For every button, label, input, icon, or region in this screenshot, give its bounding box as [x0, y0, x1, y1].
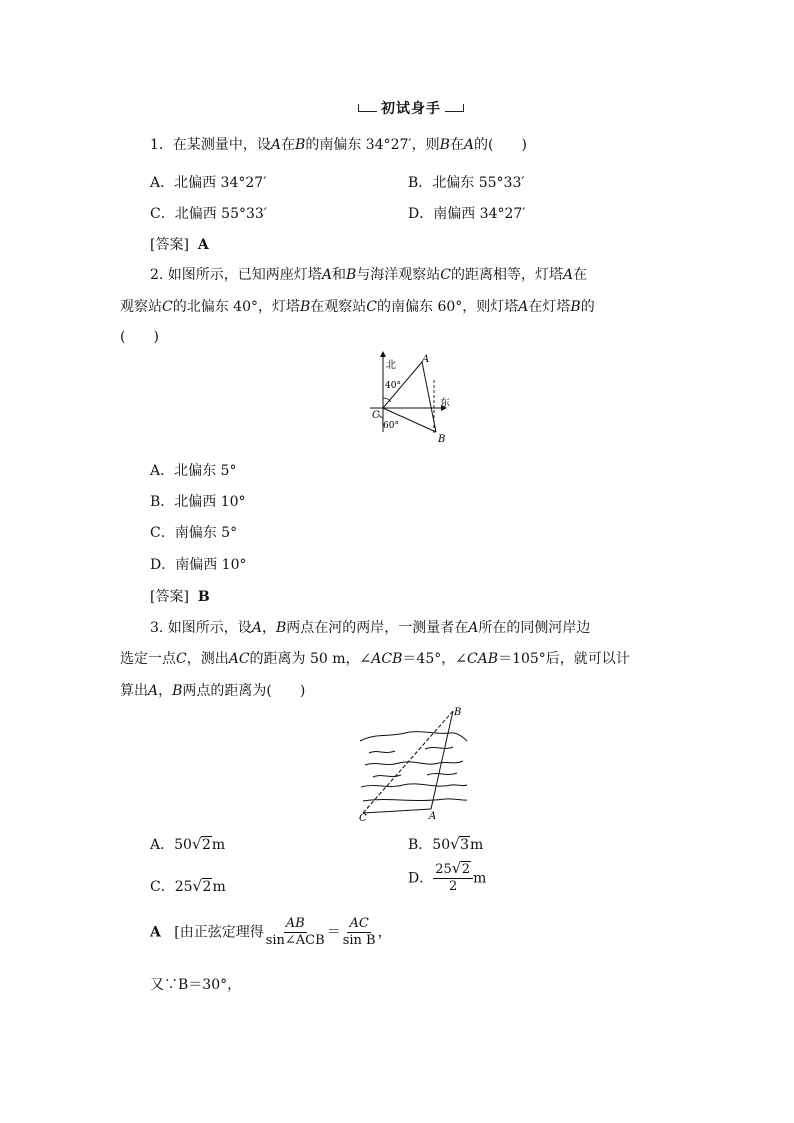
point-label-a: A [429, 811, 437, 822]
q3-option-d: D． $\frac{25√ 2}{2}$ m [408, 862, 486, 895]
q2-option-a: A．北偏东 5° [150, 463, 237, 479]
sine-law-fraction-right: $\frac{AC}{\text{sin B}}$ [342, 916, 376, 948]
heading-rule-left [358, 104, 377, 112]
q2-answer: [答案] B [150, 589, 210, 605]
q1-stem: 1．在某测量中，设A在B的南偏东 34°27′，则B在A的( ) [150, 137, 527, 153]
q2-option-b: B．北偏西 10° [150, 494, 246, 510]
point-label-c: C [359, 813, 367, 823]
segment-ab [431, 711, 453, 809]
section-heading-text: 初试身手 [381, 101, 441, 117]
q3-option-c: C．25√ 2m [150, 876, 226, 896]
heading-rule-right [445, 104, 464, 112]
q1-option-b: B．北偏东 55°33′ [408, 175, 525, 191]
q3-stem-line3: 算出A，B两点的距离为( ) [120, 683, 306, 699]
q1-answer: [答案] A [150, 237, 209, 253]
q3-solution-line1: A [由正弦定理得 $\frac{AB}{\text{sin∠ACB}}$ ＝ $\frac{AC}{\text{sin B}}$ ， [150, 916, 392, 948]
north-label: 北 [386, 360, 396, 371]
east-label: 东 [440, 398, 450, 409]
q2-figure [360, 350, 460, 445]
segment-ca [363, 809, 431, 813]
option-d-fraction: $\frac{25√ 2}{2}$ [433, 862, 473, 895]
section-heading [358, 98, 464, 118]
point-label-c: C [372, 410, 380, 421]
sine-law-fraction-left: $\frac{AB}{\text{sin∠ACB}}$ [265, 916, 325, 948]
q2-option-d: D．南偏西 10° [150, 557, 247, 573]
q3-stem-line2: 选定一点C，测出AC的距离为 50 m，∠ACB＝45°，∠CAB＝105°后，就可以计 [120, 651, 630, 667]
q3-solution-line2: 又∵B＝30°， [150, 977, 242, 993]
q3-option-b: B．50√ 3m [408, 834, 483, 854]
q1-option-d: D．南偏西 34°27′ [408, 206, 526, 222]
river-waves [360, 732, 467, 801]
q2-stem-line2: 观察站C的北偏东 40°，灯塔B在观察站C的南偏东 60°，则灯塔A在灯塔B的 [120, 299, 595, 315]
q3-option-a: A．50√ 2m [150, 834, 225, 854]
q3-figure [355, 705, 475, 823]
q2-stem-line1: 2. 如图所示，已知两座灯塔A和B与海洋观察站C的距离相等，灯塔A在 [150, 267, 588, 283]
point-label-b: B [454, 707, 462, 718]
point-label-a: A [422, 354, 430, 365]
point-label-b: B [438, 434, 446, 445]
segment-cb [363, 711, 453, 813]
angle-label-40: 40° [385, 381, 401, 391]
q2-option-c: C．南偏东 5° [150, 525, 238, 541]
q3-stem-line1: 3. 如图所示，设A，B两点在河的两岸，一测量者在A所在的同侧河岸边 [150, 620, 591, 636]
q1-option-c: C．北偏西 55°33′ [150, 206, 267, 222]
q2-stem-line3: ( ) [120, 329, 159, 345]
q1-option-a: A．北偏西 34°27′ [150, 175, 267, 191]
angle-label-60: 60° [383, 421, 399, 431]
